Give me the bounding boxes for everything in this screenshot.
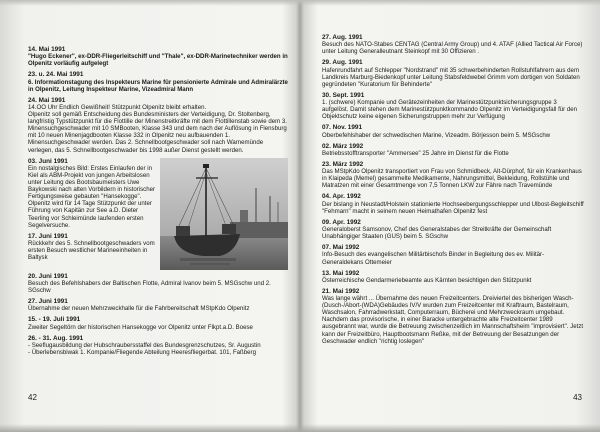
entry-text: Zweiter Segeltörn der historischen Hansekogge vor Olpenitz unter Flkpt.a.D. Boese	[28, 323, 253, 331]
entry-text: Betriebsstofftransporter "Ammersee" 25 Jahre im Dienst für die Flotte	[322, 149, 509, 157]
entry-text: Besuch des Befehlshabers der Baltischen Flotte, Admiral Ivanov beim 5. MSGschw und 2. SGschw	[28, 279, 271, 294]
entry-text: "Hugo Eckener", ex-DDR-Fliegerleitschiff und "Thale", ex-DDR-Marinetechniker werden in Olpenitz vorläufig aufgelegt	[28, 53, 288, 68]
chronicle-entry	[322, 219, 584, 240]
entry-date: 14. Mai 1991	[28, 46, 66, 53]
entry-text: - Seeflugausbildung der Hubschraubersstaffel des Bundesgrenzschutzes, Sr. Augustin - Überlebensbiwak 1. Kompanie/Fliegende Abteilung Heeresfliegerbat. 101, Faßberg	[28, 341, 261, 356]
chronicle-entry	[28, 46, 288, 67]
book-gutter	[296, 0, 304, 432]
right-page-number: 43	[573, 393, 582, 402]
entry-date: 30. Sept. 1991	[322, 91, 365, 99]
entry-date: 24. Mai 1991	[28, 96, 66, 104]
chronicle-entry	[28, 71, 288, 92]
page-top-edge	[0, 0, 600, 6]
left-photo-section	[28, 158, 288, 273]
entry-date: 23. März 1992	[322, 160, 364, 168]
chronicle-entry	[28, 97, 288, 154]
entry-date: 20. Juni 1991	[28, 272, 68, 280]
chronicle-entry	[322, 193, 584, 214]
ship-photo-image	[160, 158, 288, 270]
entry-text: Ein nostalgisches Bild: Erstes Einlaufen der in Kiel als ABM-Projekt von jungen Arbeitslosen unter Leitung des Bootsbaumeisters Uwe Baykowski nach alten Vorbildern in historischer Fertigungsweise gebauten "Hansekogge". Olpenitz wird für 14 Tage Stützpunkt der unter Führung von Kapitän zur See a.D. Dieter Teerling vor Schleimünde laufenden ersten Segelversuche.	[28, 164, 156, 229]
entry-date: 26. - 31. Aug. 1991	[28, 334, 84, 342]
entry-text: Österreichische Gendarmeriebeamte aus Kärnten besichtigen den Stützpunkt	[322, 276, 532, 284]
entry-text: Was lange währt ... Übernahme des neuen Freizeitcenters. Dreiviertel des bisherigen Wasch-(Dusch-/Abort-(WDA)Gebäudes IV/V wurden zum Freizeitcenter mit Kraftraum, Bastelraum, Waschsalon, Fahrradwerkstatt, Computerraum, Bücherei und Mehrzweckraum umgebaut. Nachdem das provisorische, in einer Baracke untergebrachte alte Freizeitcenter 1989 ausgebrannt war, wurde die Betreuung zwischenzeitlich im Mannschaftsheim "improvisiert". Jetzt kann der Freizeitbüro, Hauptbootsmann Reßke, mit der Betreuung der Besatzungen der Geschwader endlich "richtig loslegen"	[322, 295, 584, 345]
chronicle-entry	[322, 161, 584, 189]
entry-date: 29. Aug. 1991	[322, 59, 363, 67]
entry-text: 14.OO Uhr Endlich Gewißheit! Stützpunkt Olpenitz bleibt erhalten. Olpenitz soll gemäß Entscheidung des Bundesministers der Verteidigung, Dr. Stoltenberg, langfristig Typstützpunkt für die Flottille der Minenstreitkräfte mit dem Flottillenstab sowie dem 3. Minensuchgeschwader mit 10 SMBooten, Klasse 343 und dem nach der Auflösung in Flensburg mit 10 neuen Minenjagdbooten Klasse 332 in Olpenitz neu aufbauenden 1. Minensuchgeschwader werden. Das 2. Schnellbootgeschwader soll nach Warnemünde verlegen, das 5. Schnellbootgeschwader bis 1998 außer Dienst gestellt werden.	[28, 103, 287, 154]
entry-date: 07. Nov. 1991	[322, 124, 363, 132]
entry-date: 04. Apr. 1992	[322, 193, 361, 201]
entry-date: 15. - 19. Juli 1991	[28, 316, 81, 324]
entry-text: Info-Besuch des evangelischen Militärbischofs Binder in Begleitung des ev. Militär-Generaldekans Ottemeier	[322, 251, 545, 266]
entry-text: 6. Informationstagung des Inspekteurs Marine für pensionierte Admirale und Admiralärzte in Olpenitz, Leitung Inspekteur Marine, Vizeadmiral Mann	[28, 78, 288, 93]
chronicle-entry	[28, 335, 288, 356]
chronicle-entry	[322, 270, 584, 284]
left-entries-top	[28, 46, 288, 154]
left-entries-bottom	[28, 273, 288, 356]
entry-text: Generaloberst Samsonov, Chef des Generalstabes der Streitkräfte der Gemeinschaft Unabhängiger Staaten (GUS) beim 5. SGschw	[322, 226, 552, 241]
entry-date: 23. u. 24. Mai 1991	[28, 71, 84, 79]
chronicle-entry	[322, 244, 584, 265]
entry-text: Übernahme der neuen Mehrzweckhalle für die Fahrbereitschaft MStpKdo Olpenitz	[28, 305, 250, 313]
entry-text: Der bislang in Neustadt/Holstein stationierte Hochseebergungsschlepper und Ulbost-Begleitschiff "Fehmarn" macht in seinem neuen Heimathafen Olpenitz fest	[322, 200, 584, 215]
chronicle-entry	[322, 143, 584, 157]
chronicle-entry	[322, 288, 584, 345]
entry-text: Das MStpKdo Olpenitz transportiert von Frau von Schmidbeck, Alt-Dürphof, für ein Krankenhaus in Klaipeda (Memel) gesammelte Medikamente, Nahrungsmittel, Bekleidung, Rollstühle und Matratzen mit einer Gesamtmenge von 7,5 Tonnen LKW zur Fähre nach Travemünde	[322, 168, 582, 190]
right-entries	[322, 34, 584, 345]
chronicle-entry	[28, 316, 288, 330]
entry-text: Rückkehr des 5. Schnellbootgeschwaders vom ersten Besuch westlicher Marineeinheiten in Baltysk	[28, 239, 155, 262]
entry-date: 09. Apr. 1992	[322, 218, 361, 226]
entry-text: 1. (schwere) Kompanie und Gerätezeinheiten der Marinestützpunktsicherungsgruppe 3 aufgelöst. Damit stehen dem Marinestützpunktkommando Olpenitz im Verteidigungsfall für den Objektschutz keine eigenen Sicherungstruppen mehr zur Verfügung	[322, 99, 578, 121]
chronicle-entry	[322, 34, 584, 55]
entry-text: Oberbefehlshaber der schwedischen Marine, Vizeadm. Börjesson beim 5. MSGschw	[322, 131, 551, 139]
entry-date: 27. Aug. 1991	[322, 34, 363, 41]
chronicle-entry	[322, 92, 584, 120]
chronicle-entry	[322, 59, 584, 87]
page-bottom-edge	[0, 424, 600, 432]
chronicle-entry	[322, 124, 584, 138]
entry-date: 27. Juni 1991	[28, 298, 68, 306]
chronicle-entry	[28, 273, 288, 294]
left-page-number: 42	[28, 393, 37, 402]
entry-date: 13. Mai 1992	[322, 269, 360, 277]
right-page	[300, 0, 600, 432]
entry-date: 03. Juni 1991	[28, 157, 68, 165]
chronicle-entry	[28, 298, 288, 312]
hansekogge-photo	[160, 158, 288, 270]
entry-date: 17. Juni 1991	[28, 232, 68, 240]
entry-date: 02. März 1992	[322, 142, 364, 150]
entry-date: 07. Mai 1992	[322, 244, 360, 252]
entry-text: Besuch des NATO-Stabes CENTAG (Central Army Group) und 4. ATAF (Allied Tactical Air Force) unter Leitung Generalleutnant Steinkopf mit 30 Offizieren .	[322, 41, 583, 56]
entry-text: Hafenrundfahrt auf Schlepper "Nordstrand" mit 35 schwerbehinderten Rollstuhlfahrern aus dem Landkreis Marburg-Biedenkopf unter Leitung Stabsfeldwebel Grimm vom dortigen von Soldaten gegründeten "Kuratorium für Behinderte"	[322, 66, 580, 88]
entry-date: 21. Mai 1992	[322, 287, 360, 295]
